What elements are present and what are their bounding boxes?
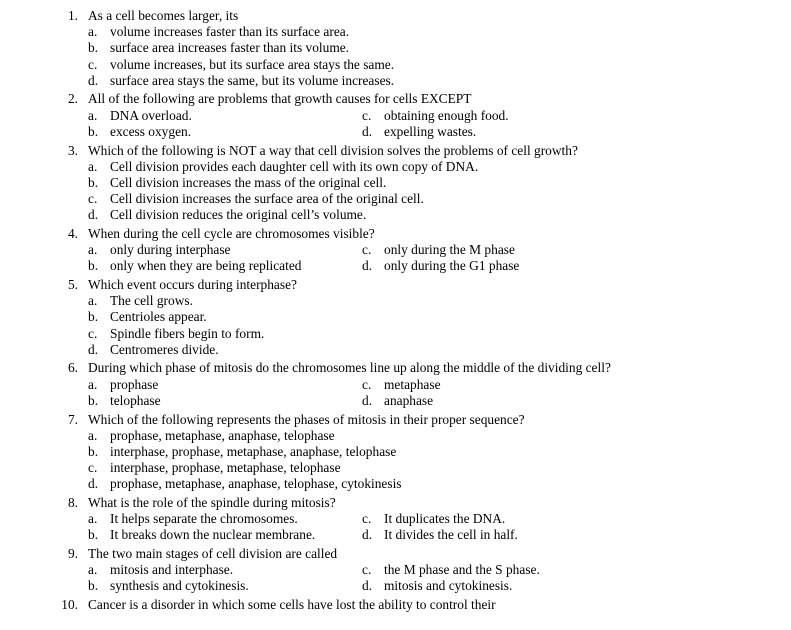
choice-text: obtaining enough food. — [384, 107, 509, 123]
choice-letter: a. — [88, 511, 98, 527]
question-number: 10. — [61, 597, 78, 613]
question-7 — [0, 412, 791, 493]
choice-text: It helps separate the chromosomes. — [110, 511, 298, 527]
choice-letter: d. — [88, 341, 99, 357]
choice-letter: b. — [88, 527, 99, 543]
choice-text: It duplicates the DNA. — [384, 511, 506, 527]
choice-letter: a. — [88, 562, 98, 578]
choice-letter: b. — [88, 309, 99, 325]
choice-text: telophase — [110, 392, 161, 408]
choice-letter: b. — [88, 258, 99, 274]
choice-text: Cell division provides each daughter cell with its own copy of DNA. — [110, 158, 479, 174]
question-9 — [0, 546, 791, 595]
choice-letter: c. — [362, 376, 372, 392]
question-text: Which event occurs during interphase? — [88, 277, 297, 292]
question-number: 3. — [67, 142, 78, 158]
question-8 — [0, 495, 791, 544]
choice-letter: d. — [362, 527, 373, 543]
choice-text: surface area stays the same, but its volume increases. — [110, 72, 395, 88]
question-text: When during the cell cycle are chromosomes visible? — [88, 225, 375, 241]
question-3 — [0, 143, 791, 224]
choice-text: only during interphase — [110, 242, 231, 258]
question-text: Which of the following represents the phases of mitosis in their proper sequence? — [88, 411, 525, 427]
choice-letter: a. — [88, 242, 98, 258]
choice-text: The cell grows. — [110, 293, 193, 309]
choice-text: only during the G1 phase — [384, 258, 520, 274]
question-number: 8. — [67, 494, 78, 510]
choice-text: only when they are being replicated — [110, 258, 302, 274]
choice-text: Spindle fibers begin to form. — [110, 325, 265, 341]
choice-letter: c. — [88, 191, 98, 207]
question-text: The two main stages of cell division are called — [88, 546, 338, 561]
choice-letter: c. — [362, 562, 372, 578]
question-number: 9. — [67, 546, 78, 561]
choice-letter: d. — [88, 72, 99, 88]
choice-letter: a. — [88, 427, 98, 443]
choice-text: interphase, prophase, metaphase, telophase — [110, 460, 341, 476]
choice-letter: a. — [88, 107, 98, 123]
choice-letter: d. — [88, 476, 99, 492]
question-text: Which of the following is NOT a way that cell division solves the problems of cell growth? — [88, 142, 578, 158]
choice-text: metaphase — [384, 376, 441, 392]
choice-text: expelling wastes. — [384, 123, 477, 139]
question-text: During which phase of mitosis do the chromosomes line up along the middle of the dividing cell? — [88, 360, 611, 376]
choice-text: excess oxygen. — [110, 123, 192, 139]
question-text: Cancer is a disorder in which some cells have lost the ability to control their — [88, 597, 496, 613]
question-text: What is the role of the spindle during mitosis? — [88, 494, 336, 510]
quiz-document — [0, 8, 791, 616]
choice-letter: d. — [362, 258, 373, 274]
question-number: 1. — [67, 8, 78, 23]
question-text: All of the following are problems that growth causes for cells EXCEPT — [88, 91, 472, 107]
choice-letter: d. — [88, 207, 99, 223]
choice-letter: c. — [362, 242, 372, 258]
choice-text: the M phase and the S phase. — [384, 562, 540, 578]
choice-text: Centromeres divide. — [110, 341, 219, 357]
choice-letter: c. — [362, 511, 372, 527]
question-number: 4. — [67, 225, 78, 241]
question-1 — [0, 8, 791, 89]
choice-letter: b. — [88, 40, 99, 56]
question-number: 7. — [67, 411, 78, 427]
choice-letter: a. — [88, 24, 98, 40]
question-5 — [0, 277, 791, 358]
question-number: 2. — [67, 91, 78, 107]
choice-letter: c. — [362, 107, 372, 123]
choice-text: It divides the cell in half. — [384, 527, 518, 543]
choice-text: volume increases faster than its surface area. — [110, 24, 350, 40]
choice-text: only during the M phase — [384, 242, 515, 258]
question-10 — [0, 597, 791, 613]
question-number: 6. — [67, 360, 78, 376]
choice-letter: d. — [362, 392, 373, 408]
choice-letter: b. — [88, 443, 99, 459]
question-6 — [0, 360, 791, 409]
choice-text: surface area increases faster than its volume. — [110, 40, 350, 56]
choice-letter: c. — [88, 460, 98, 476]
choice-letter: d. — [362, 578, 373, 594]
choice-text: synthesis and cytokinesis. — [110, 578, 249, 594]
question-2 — [0, 91, 791, 140]
choice-text: mitosis and cytokinesis. — [384, 578, 513, 594]
choice-letter: b. — [88, 578, 99, 594]
question-number: 5. — [67, 277, 78, 292]
choice-text: interphase, prophase, metaphase, anaphase, telophase — [110, 443, 397, 459]
choice-text: prophase — [110, 376, 159, 392]
choice-text: Centrioles appear. — [110, 309, 207, 325]
choice-text: DNA overload. — [110, 107, 192, 123]
choice-letter: c. — [88, 56, 98, 72]
choice-text: Cell division increases the mass of the original cell. — [110, 174, 387, 190]
choice-letter: c. — [88, 325, 98, 341]
question-4 — [0, 226, 791, 275]
choice-letter: b. — [88, 123, 99, 139]
choice-letter: a. — [88, 376, 98, 392]
choice-letter: b. — [88, 174, 99, 190]
choice-letter: d. — [362, 123, 373, 139]
choice-text: It breaks down the nuclear membrane. — [110, 527, 316, 543]
choice-text: Cell division reduces the original cell’s volume. — [110, 207, 367, 223]
choice-text: volume increases, but its surface area stays the same. — [110, 56, 395, 72]
choice-text: mitosis and interphase. — [110, 562, 234, 578]
choice-letter: b. — [88, 392, 99, 408]
question-text: As a cell becomes larger, its — [88, 8, 239, 23]
choice-letter: a. — [88, 293, 98, 309]
choice-text: prophase, metaphase, anaphase, telophase, cytokinesis — [110, 476, 402, 492]
choice-text: Cell division increases the surface area of the original cell. — [110, 191, 424, 207]
choice-text: anaphase — [384, 392, 434, 408]
choice-text: prophase, metaphase, anaphase, telophase — [110, 427, 335, 443]
choice-letter: a. — [88, 158, 98, 174]
